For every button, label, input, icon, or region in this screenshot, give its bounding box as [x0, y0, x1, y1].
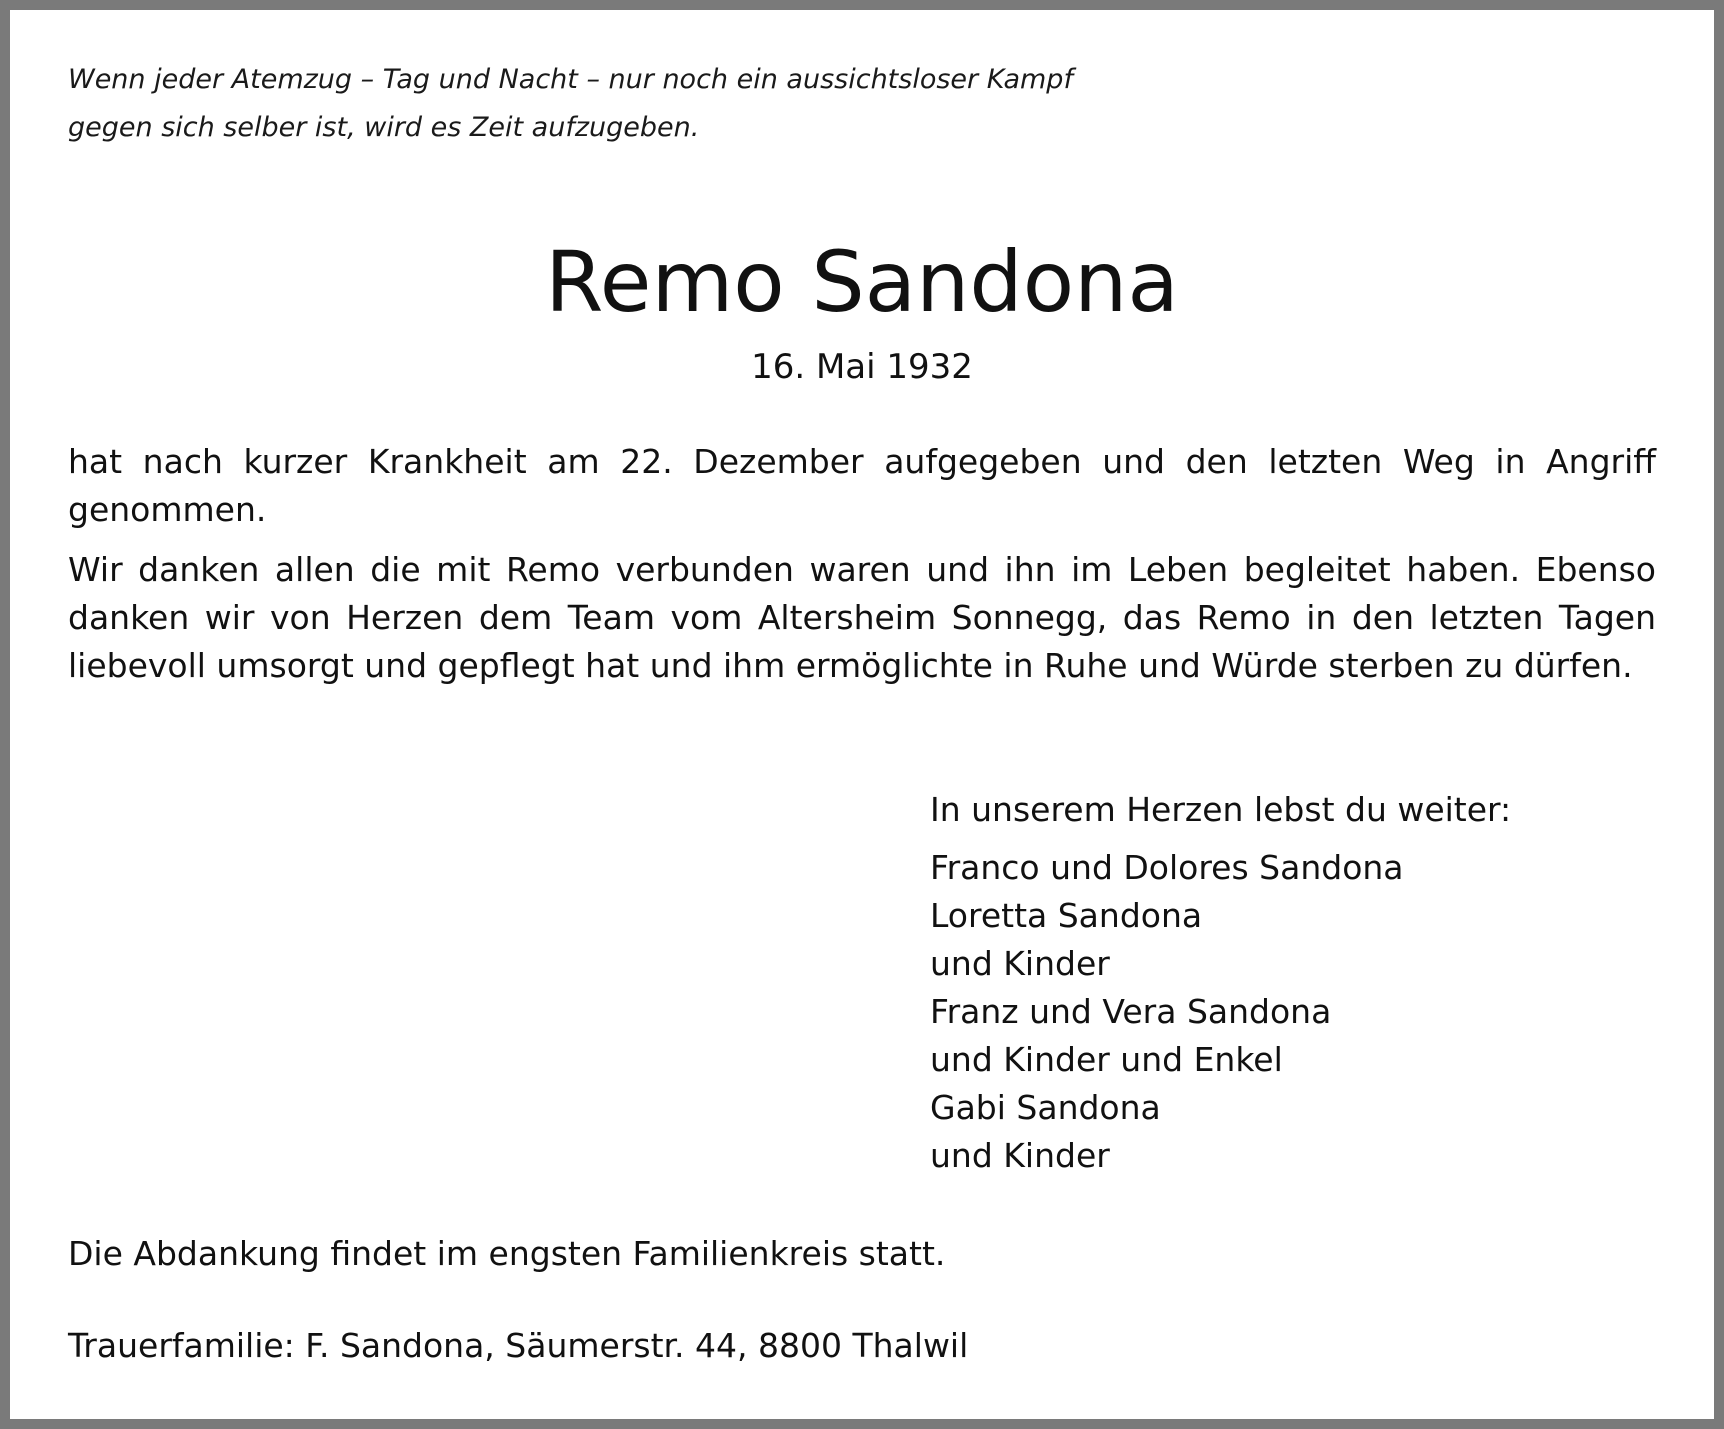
- mourner-line: Loretta Sandona: [930, 896, 1203, 935]
- funeral-note: Die Abdankung findet im engsten Familienkreis statt.: [68, 1234, 946, 1273]
- motto-line-2: gegen sich selber ist, wird es Zeit aufzugeben.: [68, 112, 700, 143]
- mourner-line: Franz und Vera Sandona: [930, 992, 1332, 1031]
- mourner-line: und Kinder und Enkel: [930, 1040, 1283, 1079]
- deceased-name: Remo Sandona: [545, 233, 1179, 331]
- mourners-heading: In unserem Herzen lebst du weiter:: [930, 790, 1512, 829]
- mourner-line: und Kinder: [930, 1136, 1110, 1175]
- thanks-paragraph: Wir danken allen die mit Remo verbunden waren und ihn im Leben begleitet haben. Ebenso danken wir von Herzen dem Team vom Altersheim Sonnegg, das Remo in den letzten Tagen liebevoll umsorgt und gepflegt hat und ihm ermöglichte in Ruhe und Würde sterben zu dürfen.: [68, 550, 1656, 685]
- mourner-line: und Kinder: [930, 944, 1110, 983]
- birth-date: 16. Mai 1932: [751, 347, 973, 387]
- family-address: Trauerfamilie: F. Sandona, Säumerstr. 44, 8800 Thalwil: [68, 1326, 969, 1365]
- motto-line-1: Wenn jeder Atemzug – Tag und Nacht – nur noch ein aussichtsloser Kampf: [68, 64, 1073, 95]
- mourner-line: Gabi Sandona: [930, 1088, 1161, 1127]
- mourner-line: Franco und Dolores Sandona: [930, 848, 1404, 887]
- death-announcement-paragraph: hat nach kurzer Krankheit am 22. Dezember aufgegeben und den letzten Weg in Angriff genommen.: [68, 442, 1656, 529]
